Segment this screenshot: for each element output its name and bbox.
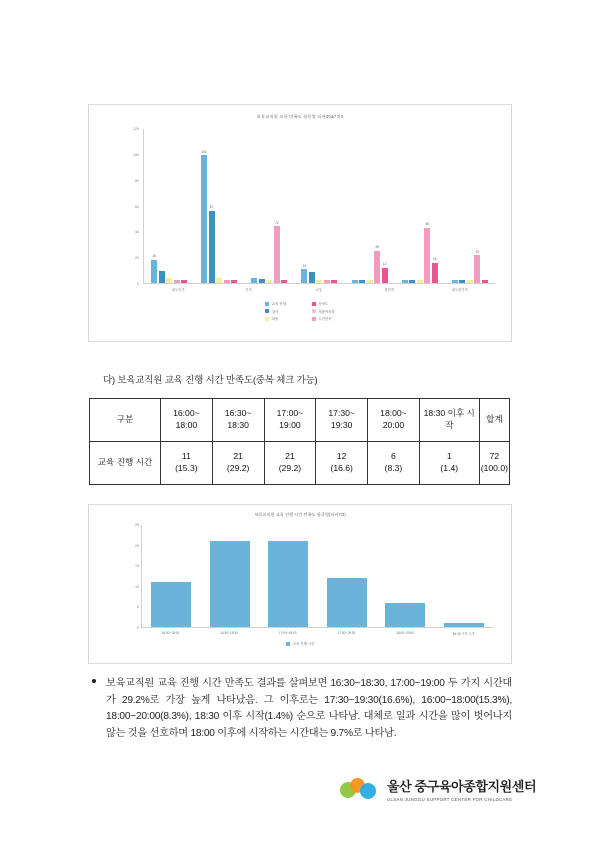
header-line2: 19:00 [279,420,301,430]
footer-logo [340,776,536,802]
chart-top-bar [251,278,257,283]
header-line1: 17:30~ [328,408,355,419]
chart-bottom-plot [123,525,493,628]
chart-top-ytick: 20 [135,256,139,261]
chart-bottom-x-label: 16:00~18:00 [161,631,180,635]
chart-bottom-bar [327,578,367,627]
table-cell [316,442,368,485]
cell-count: 11 [181,451,191,462]
chart-top-x-label: 보통 [315,288,323,292]
table-header-cell [264,399,316,442]
chart-top-bar [402,280,408,283]
legend-swatch-icon [312,302,316,306]
data-table-wrapper [89,398,510,485]
table-cell-total [479,442,509,485]
legend-item [312,309,335,314]
chart-bottom-ytick: 10 [135,584,139,589]
chart-bottom-bar [385,603,425,627]
center-logo-icon [340,776,380,802]
chart-top-ytick: 0 [137,282,139,286]
chart-bottom-bar [444,623,484,627]
table-header-cell [161,399,213,442]
chart-top-bar [166,278,172,283]
chart-bottom-legend [89,641,511,646]
legend-label: 운영도 [318,302,329,306]
cell-count: 1 [446,451,452,462]
chart-bottom-bar [210,541,250,627]
chart-top-bar-value: 18 [152,254,156,259]
chart-top-bar-value: 46 [425,222,430,227]
chart-bottom-ytick: 5 [137,605,139,610]
chart-top-bar [324,280,330,283]
chart-bottom-col [376,525,435,627]
cell-percent: (8.3) [384,463,403,473]
chart-bottom-ytick: 25 [135,523,139,527]
chart-top-bar [352,280,358,283]
chart-bottom-title: 보육교직원 교육 진행 시간 만족도 항목별(피커7/2) [254,512,346,517]
chart-bottom-x-label: 17:00~19:00 [278,631,297,635]
legend-item [265,316,286,321]
chart-top-bar [316,280,322,283]
footer-org-name: 울산 중구육아종합지원센터 [387,779,537,794]
chart-bottom-ytick: 20 [135,543,139,548]
cell-percent: (16.6) [330,463,353,473]
header-line2: 이후 시작 [445,408,475,430]
footer-logo-text [387,776,536,802]
cell-count: 72 [489,451,500,462]
chart-top-bar [424,222,430,283]
legend-item [312,301,335,306]
chart-bottom-grid [141,525,493,628]
summary-text: 보육교직원 교육 진행 시간 만족도 결과를 살펴보면 16:30~18:30, 17:00~19:00 두 가지 시간대가 29.2%로 가장 높게 나타났음. 그 이후로는 17:30~19:30(16.6%), 16:00~18:00(15.3%), 18:00~20:00(8.3%), 18:30 이후 시작(1.4%) 순으로 나타남. 대체로 일과 시간을 많이 벗어나지 않는 것을 선호하며 18:00 이후에 시작하는 시간대는 9.7%로 나타남. [106,678,512,739]
row-label-line1: 교육 [97,457,115,468]
chart-top-title: 보육교직원 교육 만족도 항목별 피커40&7차4 [256,114,344,119]
chart-bottom-col [435,525,494,627]
chart-top-group [395,129,445,283]
chart-top-group [144,129,194,283]
legend-swatch-icon [265,302,269,306]
chart-top-bar [209,205,215,283]
chart-top-bar [409,280,415,283]
chart-top-x-label: 매우만족 [171,288,185,292]
table-header-cell [90,399,161,442]
legend-label: 강사 [271,309,279,314]
legend-item [312,316,335,321]
chart-top-group [294,129,344,283]
legend-label: 내용 [271,317,279,321]
header-line1: 18:00~ [380,408,407,419]
header-line2: 19:30 [330,420,353,430]
chart-top-ytick: 80 [135,178,139,183]
chart-bottom-x-labels [141,631,493,636]
chart-bottom-x-label: 18:00~20:00 [396,631,414,635]
chart-top-bar [467,280,473,283]
chart-top-bar [417,280,423,283]
header-line2: 20:00 [382,420,405,430]
chart-top-legend-col-left [265,301,286,321]
logo-circle-blue [360,783,376,799]
table-header-cell [479,399,509,442]
chart-bottom-col [142,525,201,627]
chart-top-x-label: 매우불만족 [451,288,469,292]
table-cell [419,442,479,485]
chart-bottom-col [201,525,260,627]
legend-swatch-icon [286,642,290,646]
chart-bottom-bars [142,525,493,627]
chart-top-bar [201,149,207,283]
table-cell [368,442,420,485]
header-line2: 18:30 [227,420,249,430]
chart-top-bar [309,272,315,283]
table-cell [264,442,316,485]
table-header-cell [368,399,420,442]
table-cell [212,442,264,485]
chart-bottom-bar [268,541,308,627]
chart-bottom-ytick: 0 [137,626,139,630]
header-line1: 18:30 [423,408,446,419]
bullet-point-icon [92,679,96,683]
chart-top-bar [301,263,307,283]
cell-count: 21 [233,451,243,462]
cell-percent: (29.2) [278,463,302,473]
chart-bottom-x-label: 18:30 이후 시작 [452,632,475,636]
chart-bottom-x-label: 16:30~18:30 [220,631,238,635]
chart-top-plot [123,129,495,284]
chart-top-grid [143,129,495,284]
chart-top-group [445,129,495,283]
section-caption: 다) 보육교직원 교육 진행 시간 만족도(중복 체크 가능) [103,375,318,386]
chart-top-bar [159,271,165,283]
chart-top-ytick: 60 [135,204,139,209]
chart-top-bar [374,245,380,283]
chart-top-bar-value: 22 [475,249,480,254]
header-line2: 18:00 [175,420,198,430]
chart-top-bar-value: 16 [432,257,437,262]
chart-top-bar-value: 12 [382,262,387,267]
table-header-cell [212,399,264,442]
legend-swatch-icon [265,317,269,321]
chart-top-bar [359,280,365,283]
chart-top-group [244,129,294,283]
cell-percent: (100.0) [480,463,508,473]
chart-top-bars [144,129,495,283]
chart-top-bar [382,262,388,283]
chart-bottom-x-label: 17:30~19:30 [337,631,356,635]
header-line1: 16:30~ [224,408,252,419]
chart-top-bar [331,280,337,283]
chart-top-bar [216,278,222,283]
cell-count: 12 [336,451,347,462]
chart-top-bar [482,280,488,283]
chart-bottom-ytick: 15 [135,564,139,569]
legend-label: 교육 진행 [271,302,286,306]
chart-top-bar-value: 72 [275,220,279,225]
summary-bullet [92,676,512,742]
legend-label: 재참여의향 [318,309,335,314]
chart-top-bar [231,280,237,283]
chart-top-legend-col-right [312,301,335,321]
chart-top-bar-value: 10 [302,263,307,268]
cell-count: 21 [285,451,295,462]
header-line1: 구분 [116,414,134,425]
chart-top-bar-value: 100 [201,149,207,154]
cell-percent: (1.4) [440,463,459,473]
satisfaction-table [89,398,510,485]
table-header-cell [316,399,368,442]
header-line1: 17:00~ [276,408,304,419]
chart-top-ytick: 120 [133,127,139,131]
chart-top-bar [259,279,265,283]
chart-top-group [194,129,244,283]
chart-bottom [88,504,512,664]
chart-bottom-bar [151,582,191,627]
cell-count: 6 [391,451,396,462]
legend-item [265,301,286,306]
header-line1: 16:00~ [173,408,200,419]
header-line1: 합계 [486,414,503,425]
chart-top-x-label: 불만족 [384,288,395,292]
legend-label: 교육 진행 시간 [292,642,315,646]
legend-label: 시간만족 [318,317,332,321]
chart-top-ytick: 100 [133,152,139,157]
chart-top-group [345,129,395,283]
table-row-label [90,442,161,485]
chart-top [88,104,512,342]
chart-top-bar [224,280,230,283]
chart-top-x-labels [143,287,495,292]
legend-swatch-icon [312,309,316,313]
chart-top-x-label: 만족 [245,288,252,292]
cell-percent: (29.2) [226,463,250,473]
legend-swatch-icon [265,309,269,313]
chart-top-bar [459,280,465,283]
chart-top-bar [174,280,180,283]
chart-top-bar [266,280,272,283]
chart-top-bar-value: 26 [375,245,379,250]
table-cell [161,442,213,485]
chart-bottom-col [318,525,377,627]
chart-top-bar [181,280,187,283]
legend-swatch-icon [312,317,316,321]
chart-top-legend [89,301,511,321]
chart-top-bar [367,280,373,283]
chart-top-bar [274,220,280,283]
legend-item [265,309,286,314]
chart-bottom-col [259,525,318,627]
chart-top-bar-value: 57 [209,205,214,210]
table-header-cell [419,399,479,442]
table-header-row [90,399,510,442]
chart-top-ytick: 40 [135,230,139,235]
chart-top-bar [151,254,157,283]
chart-top-bar [281,280,287,283]
footer-org-name-en: ULSAN JUNGGU SUPPORT CENTER FOR CHILDCARE [387,797,513,802]
chart-top-bar [432,257,438,283]
cell-percent: (15.3) [175,463,198,473]
table-row [90,442,510,485]
chart-top-bar [474,249,480,283]
chart-top-y-axis [123,129,141,284]
chart-top-bar [452,280,458,283]
row-label-line2: 진행 시간 [116,457,153,468]
